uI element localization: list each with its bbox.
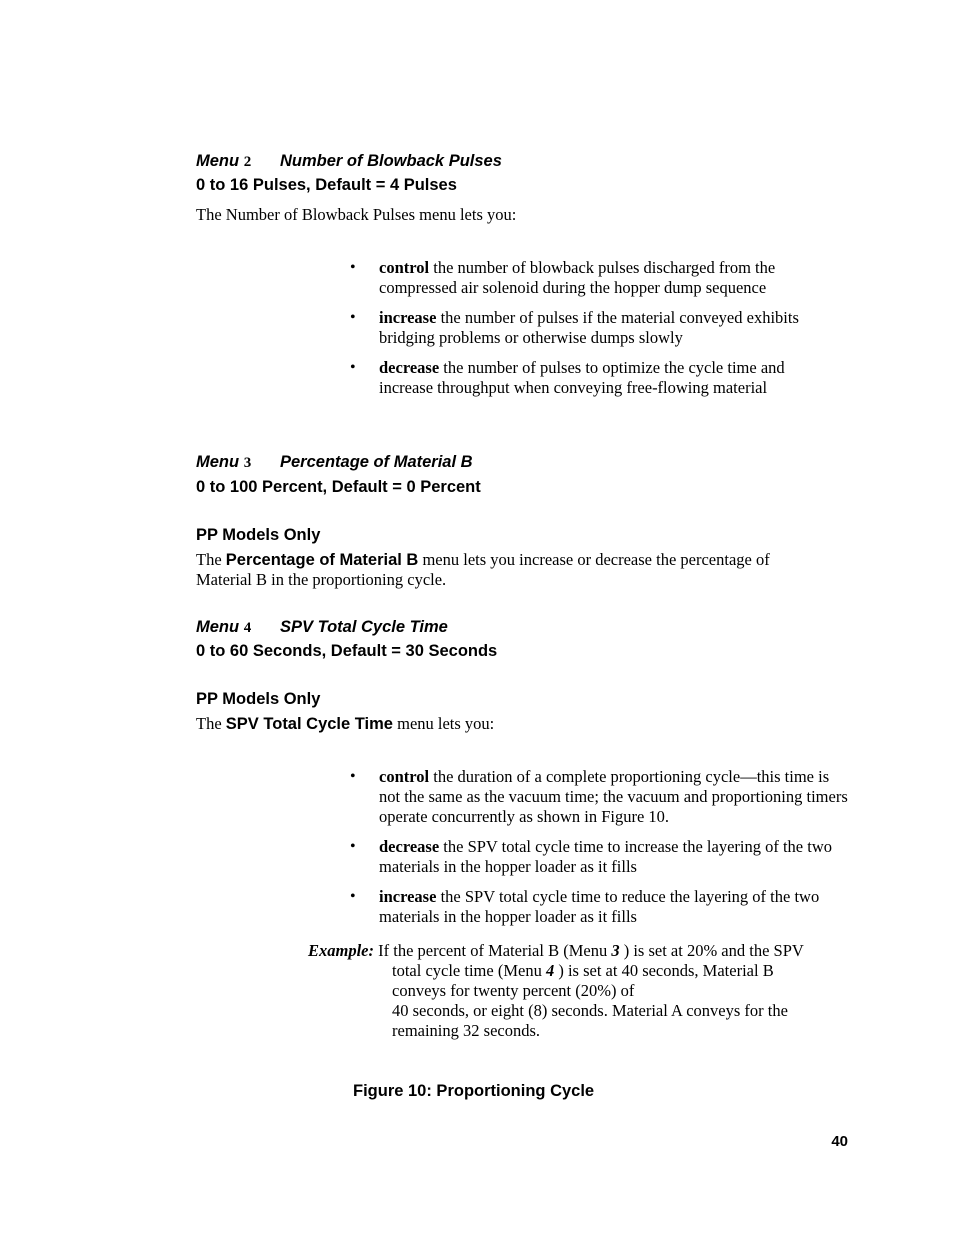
example-label: Example: (308, 941, 374, 960)
menu-title: SPV Total Cycle Time (280, 618, 448, 636)
example-text: ) is set at 40 seconds, Material B (554, 961, 774, 980)
bullet-keyword: control (379, 767, 430, 786)
menu-4-range: 0 to 60 Seconds, Default = 30 Seconds (196, 642, 498, 660)
menu-word: Menu (196, 152, 240, 170)
menu-2-bullet (350, 358, 839, 398)
menu-word: Menu (196, 618, 240, 636)
menu-number: 2 (243, 154, 252, 170)
menu-2-bullet (350, 258, 839, 298)
bullet-keyword: increase (379, 887, 437, 906)
example-menu-number: 4 (545, 961, 555, 980)
intro-before: The (196, 550, 226, 569)
menu-word: Menu (196, 453, 240, 471)
menu-4-heading (196, 618, 448, 637)
example-text: ) is set at 20% and the SPV (619, 941, 804, 960)
bullet-icon: • (350, 259, 356, 276)
example-line-1 (308, 941, 804, 961)
menu-3-range: 0 to 100 Percent, Default = 0 Percent (196, 478, 481, 496)
example-menu-number: 3 (611, 941, 620, 960)
bullet-keyword: increase (379, 308, 437, 327)
menu-4-bullet (350, 887, 847, 927)
bullet-text: the SPV total cycle time to reduce the layering of the two materials in the hopper loader as it fills (379, 887, 820, 926)
menu-title: Number of Blowback Pulses (280, 152, 502, 170)
menu-title: Percentage of Material B (280, 453, 473, 471)
example-line-3: conveys for twenty percent (20%) of (392, 981, 635, 1000)
bullet-text: the number of pulses to optimize the cycle time and increase throughput when conveying free-flowing material (379, 358, 785, 397)
bullet-text: the number of blowback pulses discharged from the compressed air solenoid during the hopper dump sequence (379, 258, 776, 297)
menu-4-bullet (350, 837, 839, 877)
intro-before: The (196, 714, 226, 733)
menu-3-heading (196, 453, 473, 472)
example-line-2 (392, 961, 774, 981)
menu-2-range: 0 to 16 Pulses, Default = 4 Pulses (196, 176, 457, 194)
example-line-4: 40 seconds, or eight (8) seconds. Material A conveys for the (392, 1001, 788, 1020)
menu-3-models-note: PP Models Only (196, 526, 321, 544)
bullet-keyword: decrease (379, 837, 440, 856)
intro-strong: SPV Total Cycle Time (225, 715, 393, 733)
bullet-text: the number of pulses if the material conveyed exhibits bridging problems or otherwise dumps slowly (379, 308, 799, 347)
menu-2-intro: The Number of Blowback Pulses menu lets you: (196, 205, 517, 224)
page-number: 40 (831, 1133, 848, 1150)
intro-strong: Percentage of Material B (225, 551, 419, 569)
menu-4-bullet (350, 767, 851, 827)
bullet-text: the duration of a complete proportioning cycle—this time is not the same as the vacuum time; the vacuum and proportioning timers operate concurrently as shown in Figure 10. (379, 767, 848, 826)
bullet-text: the SPV total cycle time to increase the layering of the two materials in the hopper loader as it fills (379, 837, 833, 876)
bullet-keyword: decrease (379, 358, 440, 377)
intro-after: menu lets you increase or decrease the percentage of Material B in the proportioning cycle. (196, 550, 770, 589)
bullet-icon: • (350, 359, 356, 376)
bullet-icon: • (350, 768, 356, 785)
figure-caption: Figure 10: Proportioning Cycle (353, 1082, 595, 1100)
example-text: total cycle time (Menu (392, 961, 546, 980)
menu-2-heading (196, 152, 502, 171)
menu-number: 4 (243, 620, 252, 636)
bullet-keyword: control (379, 258, 430, 277)
bullet-icon: • (350, 838, 356, 855)
menu-number: 3 (243, 455, 252, 471)
menu-3-intro (196, 550, 816, 590)
bullet-icon: • (350, 309, 356, 326)
menu-2-bullet (350, 308, 839, 348)
menu-4-intro (196, 714, 836, 734)
menu-4-models-note: PP Models Only (196, 690, 321, 708)
example-line-5: remaining 32 seconds. (392, 1021, 541, 1040)
bullet-icon: • (350, 888, 356, 905)
intro-after: menu lets you: (392, 714, 495, 733)
example-text: If the percent of Material B (Menu (374, 941, 612, 960)
